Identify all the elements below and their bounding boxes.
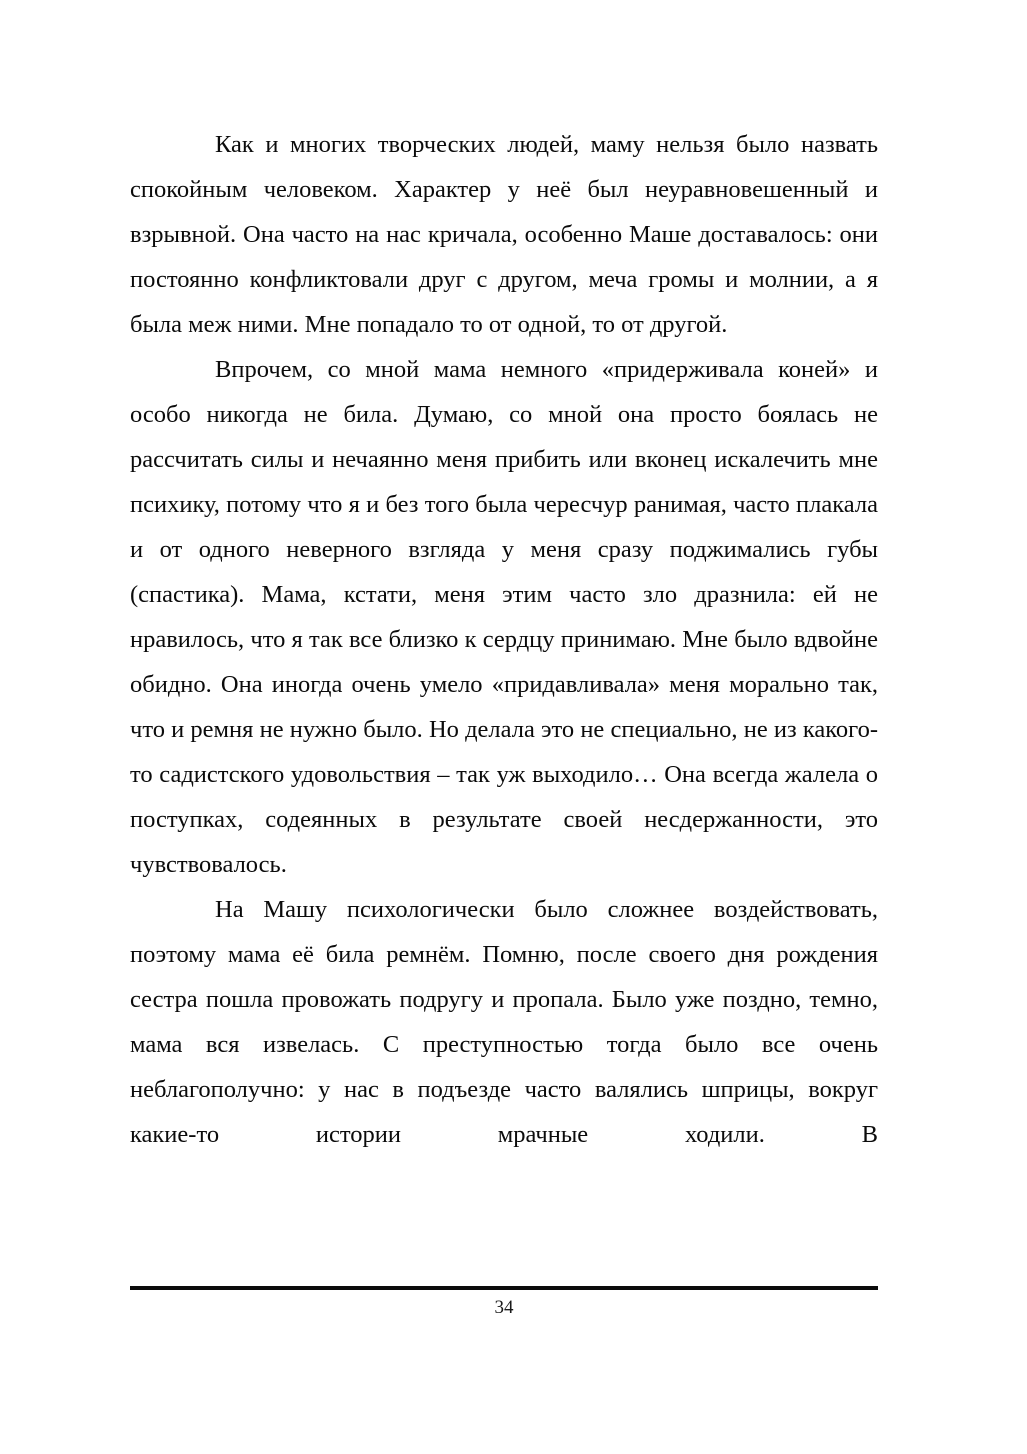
body-paragraph: Впрочем, со мной мама немного «придерживала коней» и особо никогда не била. Думаю, со мной она просто боялась не рассчитать силы и нечаянно меня прибить или вконец искалечить мне психику, потому что я и без того была чересчур ранимая, часто плакала и от одного неверного взгляда у меня сразу поджимались губы (спастика). Мама, кстати, меня этим часто зло дразнила: ей не нравилось, что я так все близко к сердцу принимаю. Мне было вдвойне обидно. Она иногда очень умело «придавливала» меня морально так, что и ремня не нужно было. Но делала это не специально, не из какого-то садистского удовольствия – так уж выходило… Она всегда жалела о поступках, содеянных в результате своей несдержанности, это чувствовалось. <box>130 356 878 878</box>
page-body-text <box>130 122 878 1157</box>
page-number: 34 <box>494 1297 514 1318</box>
page-footer <box>130 1286 878 1319</box>
footer-divider <box>130 1286 878 1290</box>
body-paragraph: Как и многих творческих людей, маму нельзя было назвать спокойным человеком. Характер у неё был неуравновешенный и взрывной. Она часто на нас кричала, особенно Маше доставалось: они постоянно конфликтовали друг с другом, меча громы и молнии, а я была меж ними. Мне попадало то от одной, то от другой. <box>130 131 878 338</box>
body-paragraph: На Машу психологически было сложнее воздействовать, поэтому мама её била ремнём. Помню, после своего дня рождения сестра пошла провожать подругу и пропала. Было уже поздно, темно, мама вся извелась. С преступностью тогда было все очень неблагополучно: у нас в подъезде часто валялись шприцы, вокруг какие-то истории мрачные ходили. В <box>130 896 878 1148</box>
